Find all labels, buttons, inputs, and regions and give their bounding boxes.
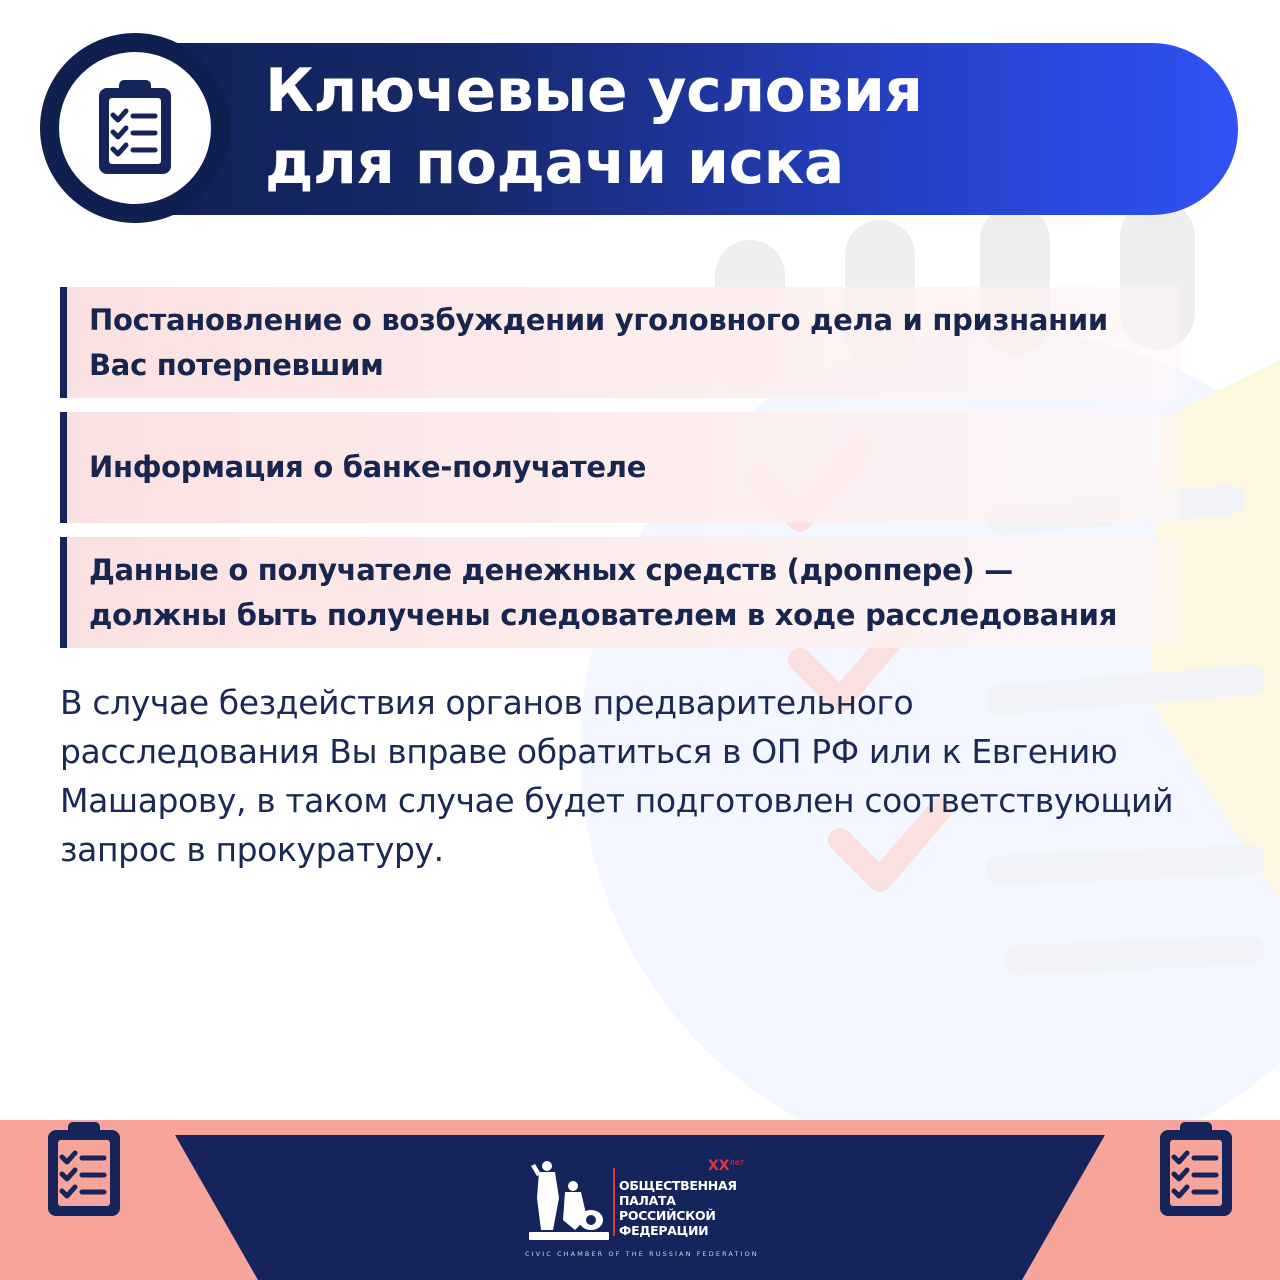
- condition-text-line: Постановление о возбуждении уголовного дела и признании: [89, 302, 1108, 337]
- condition-text-line: Информация о банке-получателе: [89, 450, 647, 484]
- condition-text-line: Вас потерпевшим: [89, 347, 384, 382]
- condition-text-line: должны быть получены следователем в ходе расследования: [89, 597, 1118, 632]
- info-paragraph-line: Машарову, в таком случае будет подготовлен соответствующий: [60, 781, 1174, 820]
- page-title-line-2: для подачи иска: [265, 128, 844, 198]
- condition-text: [89, 298, 1108, 388]
- condition-card-1: [60, 287, 1180, 398]
- info-paragraph-line: запрос в прокуратуру.: [60, 830, 444, 869]
- logo-name-line: ФЕДЕРАЦИИ: [619, 1223, 709, 1238]
- civic-chamber-logo: [525, 1158, 759, 1268]
- info-paragraph: [60, 678, 1230, 874]
- monument-emblem-icon: [525, 1158, 615, 1246]
- clipboard-checklist-icon: [95, 78, 175, 178]
- info-paragraph-line: В случае бездействия органов предварительного: [60, 683, 914, 722]
- condition-card-3: [60, 537, 1180, 648]
- header-icon-badge: [40, 33, 230, 223]
- footer: [0, 1120, 1280, 1280]
- logo-caption: CIVIC CHAMBER OF THE RUSSIAN FEDERATION: [525, 1250, 759, 1258]
- logo-name-line: ОБЩЕСТВЕННАЯ: [619, 1178, 737, 1193]
- info-paragraph-line: расследования Вы вправе обратиться в ОП РФ или к Евгению: [60, 732, 1118, 771]
- condition-card-2: [60, 412, 1180, 523]
- logo-name-line: РОССИЙСКОЙ: [619, 1208, 716, 1223]
- clipboard-checklist-icon: [44, 1120, 124, 1220]
- anniversary-badge: $XX^{лет}$: [708, 1158, 745, 1174]
- condition-text: [89, 548, 1117, 638]
- condition-text-line: Данные о получателе денежных средств (дроппере) —: [89, 552, 1013, 587]
- page-title-line-1: Ключевые условия: [265, 56, 923, 126]
- condition-text: [89, 445, 646, 490]
- clipboard-checklist-icon: [1156, 1120, 1236, 1220]
- logo-name-line: ПАЛАТА: [619, 1193, 676, 1208]
- page-title: [265, 55, 1165, 199]
